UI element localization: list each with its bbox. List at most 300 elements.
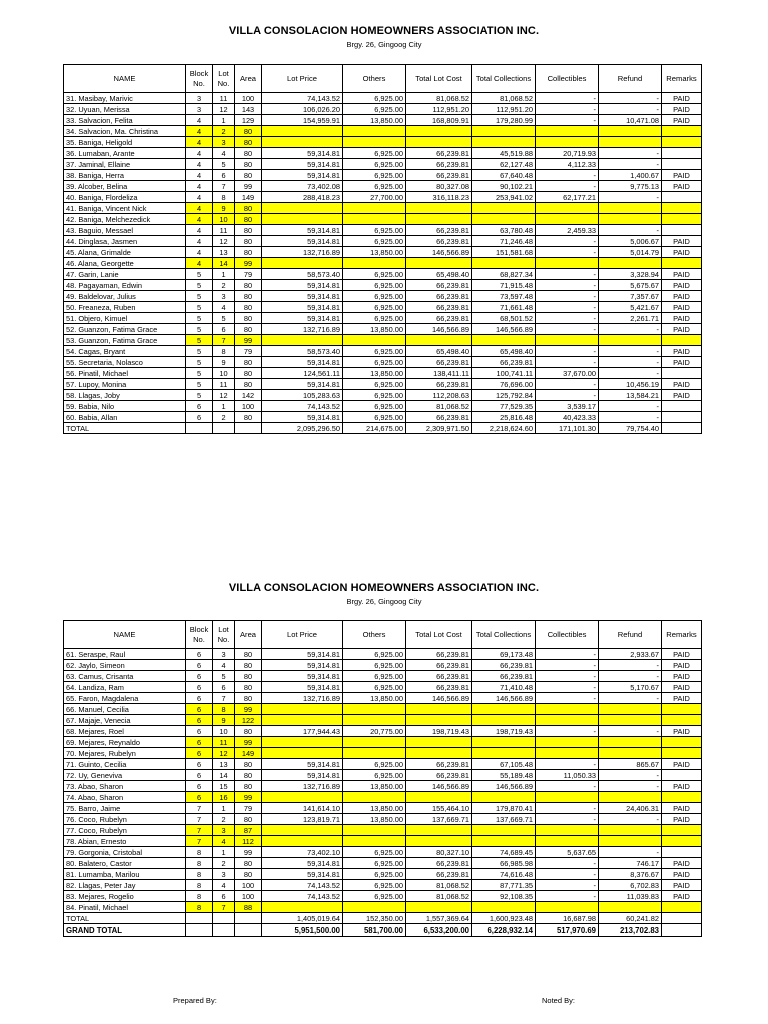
refund-cell: 11,039.83 [599,891,662,902]
owner-name-cell: 70. Mejares, Rubelyn [64,748,186,759]
collect-cell: - [536,280,599,291]
area-cell: 80 [235,280,262,291]
coll-cell: 67,105.48 [472,759,536,770]
area-cell: 149 [235,192,262,203]
others-cell [343,214,406,225]
block-cell: 6 [186,759,213,770]
lot-cell: 2 [213,814,235,825]
others-cell [343,704,406,715]
block-cell: 6 [186,671,213,682]
cost-cell: 66,239.81 [406,280,472,291]
price-cell: 59,314.81 [262,148,343,159]
table-row [64,291,702,302]
refund-cell: - [599,324,662,335]
remarks-cell: PAID [662,858,702,869]
block-cell: 5 [186,335,213,346]
lot-price-header: Lot Price [262,621,343,649]
block-cell: 3 [186,93,213,104]
owner-name-cell: 61. Seraspe, Raul [64,649,186,660]
owner-name-cell: 34. Salvacion, Ma. Christina [64,126,186,137]
area-cell: 100 [235,891,262,902]
cost-cell: 316,118.23 [406,192,472,203]
name-header: NAME [64,65,186,93]
price-total-cell: 1,405,019.64 [262,913,343,924]
area-cell: 100 [235,93,262,104]
owner-name-cell: 46. Alana, Georgette [64,258,186,269]
lot-cell: 4 [213,302,235,313]
table-row [64,346,702,357]
table-row [64,247,702,258]
remarks-cell [662,203,702,214]
remarks-cell: PAID [662,379,702,390]
price-cell: 59,314.81 [262,159,343,170]
others-cell: 6,925.00 [343,401,406,412]
area-cell: 99 [235,847,262,858]
refund-cell: - [599,159,662,170]
block-cell: 6 [186,737,213,748]
refund-cell: - [599,148,662,159]
coll-cell [472,258,536,269]
block-cell: 6 [186,693,213,704]
lot-cell: 11 [213,737,235,748]
refund-cell [599,335,662,346]
owner-name-cell: 72. Uy, Geneviva [64,770,186,781]
block-cell: 4 [186,203,213,214]
lot-cell: 10 [213,368,235,379]
others-cell: 6,925.00 [343,346,406,357]
table-row [64,280,702,291]
remarks-cell [662,137,702,148]
collect-cell: 3,539.17 [536,401,599,412]
price-cell [262,748,343,759]
block-cell: 4 [186,181,213,192]
lot-ledger-table-2 [63,620,702,937]
collect-total-cell: 171,101.30 [536,423,599,434]
price-cell [262,792,343,803]
coll-cell: 77,529.35 [472,401,536,412]
area-cell: 80 [235,814,262,825]
remarks-cell [662,225,702,236]
table-row [64,902,702,913]
remarks-cell [662,825,702,836]
cost-cell: 81,068.52 [406,891,472,902]
collect-cell: - [536,682,599,693]
lot-cell: 11 [213,93,235,104]
owner-name-cell: 42. Baniga, Melchezedick [64,214,186,225]
cost-cell: 198,719.43 [406,726,472,737]
lot-cell: 4 [213,660,235,671]
lot-cell: 9 [213,715,235,726]
collect-cell: - [536,269,599,280]
block-cell: 3 [186,104,213,115]
remarks-cell: PAID [662,302,702,313]
lot-header: Lot No. [213,65,235,93]
table-row [64,671,702,682]
lot-price-header: Lot Price [262,65,343,93]
coll-cell: 146,566.89 [472,781,536,792]
others-cell [343,902,406,913]
collect-cell: 11,050.33 [536,770,599,781]
price-cell [262,902,343,913]
refund-cell: 13,584.21 [599,390,662,401]
refund-cell: 7,357.67 [599,291,662,302]
cost-cell: 146,566.89 [406,781,472,792]
price-total-cell: 5,951,500.00 [262,924,343,937]
coll-cell: 66,239.81 [472,660,536,671]
remarks-cell: PAID [662,726,702,737]
block-cell: 7 [186,825,213,836]
owner-name-cell: 84. Pinatil, Michael [64,902,186,913]
owner-name-cell: 45. Alana, Grimalde [64,247,186,258]
collect-cell: - [536,759,599,770]
table-row [64,726,702,737]
empty-cell [186,924,213,937]
empty-cell [662,423,702,434]
block-cell: 6 [186,748,213,759]
others-cell: 13,850.00 [343,115,406,126]
others-cell: 6,925.00 [343,357,406,368]
owner-name-cell: 36. Lumaban, Arante [64,148,186,159]
price-cell: 59,314.81 [262,869,343,880]
coll-cell: 69,173.48 [472,649,536,660]
area-cell: 142 [235,390,262,401]
area-cell: 80 [235,368,262,379]
cost-cell [406,825,472,836]
block-cell: 4 [186,148,213,159]
table-row [64,159,702,170]
collect-cell: - [536,115,599,126]
block-cell: 8 [186,880,213,891]
table-row [64,737,702,748]
others-cell: 6,925.00 [343,682,406,693]
refund-cell: 9,775.13 [599,181,662,192]
refund-cell: 8,376.67 [599,869,662,880]
table-row [64,258,702,269]
owner-name-cell: 52. Guanzon, Fatima Grace [64,324,186,335]
refund-cell: - [599,346,662,357]
area-cell: 100 [235,880,262,891]
table-row [64,891,702,902]
coll-cell: 55,189.48 [472,770,536,781]
lot-cell: 6 [213,682,235,693]
refund-cell [599,258,662,269]
coll-cell: 125,792.84 [472,390,536,401]
others-cell: 20,775.00 [343,726,406,737]
collect-cell: - [536,313,599,324]
area-cell: 79 [235,346,262,357]
collect-cell [536,214,599,225]
cost-cell [406,258,472,269]
remarks-cell [662,335,702,346]
coll-cell: 65,498.40 [472,346,536,357]
block-cell: 5 [186,302,213,313]
collect-cell: - [536,803,599,814]
cost-total-cell: 2,309,971.50 [406,423,472,434]
price-cell: 59,314.81 [262,660,343,671]
refund-cell: 2,261.71 [599,313,662,324]
cost-cell: 66,239.81 [406,225,472,236]
collect-cell [536,137,599,148]
others-total-cell: 214,675.00 [343,423,406,434]
table-row [64,704,702,715]
cost-cell: 112,951.20 [406,104,472,115]
remarks-cell: PAID [662,104,702,115]
owner-name-cell: 65. Faron, Magdalena [64,693,186,704]
coll-total-cell: 2,218,624.60 [472,423,536,434]
block-cell: 8 [186,858,213,869]
price-cell: 58,573.40 [262,269,343,280]
refund-cell: - [599,671,662,682]
empty-cell [235,423,262,434]
area-cell: 79 [235,269,262,280]
block-cell: 6 [186,704,213,715]
coll-cell: 179,870.41 [472,803,536,814]
others-cell [343,792,406,803]
area-cell: 99 [235,181,262,192]
cost-cell [406,203,472,214]
cost-cell: 66,239.81 [406,313,472,324]
price-cell: 132,716.89 [262,781,343,792]
collect-cell: - [536,390,599,401]
block-cell: 4 [186,247,213,258]
price-cell: 59,314.81 [262,357,343,368]
lot-cell: 12 [213,236,235,247]
lot-cell: 5 [213,671,235,682]
others-cell: 6,925.00 [343,302,406,313]
others-cell: 13,850.00 [343,368,406,379]
owner-name-cell: 44. Dinglasa, Jasmen [64,236,186,247]
collect-cell [536,258,599,269]
refund-cell [599,737,662,748]
cost-total-cell: 1,557,369.64 [406,913,472,924]
refund-cell [599,825,662,836]
block-cell: 4 [186,137,213,148]
owner-name-cell: 79. Gorgonia, Cristobal [64,847,186,858]
owner-name-cell: 67. Majaje, Venecia [64,715,186,726]
others-cell: 6,925.00 [343,671,406,682]
remarks-cell [662,792,702,803]
area-cell: 80 [235,137,262,148]
area-cell: 87 [235,825,262,836]
others-cell: 6,925.00 [343,770,406,781]
price-cell: 59,314.81 [262,412,343,423]
collect-cell: 37,670.00 [536,368,599,379]
refund-total-cell: 60,241.82 [599,913,662,924]
name-header: NAME [64,621,186,649]
remarks-cell: PAID [662,390,702,401]
lot-cell: 2 [213,126,235,137]
price-cell: 106,026.20 [262,104,343,115]
prepared-by-label: Prepared By: [173,996,217,1005]
owner-name-cell: 55. Secretaria, Nolasco [64,357,186,368]
cost-cell: 66,239.81 [406,291,472,302]
price-cell: 132,716.89 [262,247,343,258]
coll-cell: 146,566.89 [472,324,536,335]
remarks-cell [662,401,702,412]
cost-cell: 65,498.40 [406,346,472,357]
block-cell: 5 [186,390,213,401]
owner-name-cell: 41. Baniga, Vincent Nick [64,203,186,214]
table-row [64,825,702,836]
others-cell: 6,925.00 [343,880,406,891]
block-cell: 4 [186,214,213,225]
price-cell: 59,314.81 [262,770,343,781]
block-cell: 8 [186,869,213,880]
refund-cell [599,203,662,214]
empty-cell [662,913,702,924]
table-row [64,858,702,869]
cost-cell: 66,239.81 [406,671,472,682]
cost-cell: 66,239.81 [406,159,472,170]
lot-cell: 4 [213,880,235,891]
owner-name-cell: 81. Lumamba, Marilou [64,869,186,880]
others-cell [343,836,406,847]
refund-cell: - [599,660,662,671]
collect-cell [536,825,599,836]
lot-cell: 1 [213,269,235,280]
collect-cell: - [536,726,599,737]
collect-cell [536,203,599,214]
others-total-cell: 581,700.00 [343,924,406,937]
collectibles-header: Collectibles [536,621,599,649]
block-cell: 6 [186,726,213,737]
price-cell: 59,314.81 [262,313,343,324]
collect-cell: - [536,181,599,192]
cost-cell: 66,239.81 [406,379,472,390]
remarks-cell [662,770,702,781]
collect-cell: - [536,379,599,390]
total-lot-cost-header: Total Lot Cost [406,621,472,649]
block-cell: 5 [186,368,213,379]
refund-cell: 5,675.67 [599,280,662,291]
others-cell: 6,925.00 [343,858,406,869]
area-cell: 80 [235,682,262,693]
block-cell: 6 [186,412,213,423]
price-cell [262,335,343,346]
owner-name-cell: 59. Babia, Nilo [64,401,186,412]
cost-cell: 66,239.81 [406,148,472,159]
table-row [64,880,702,891]
remarks-cell: PAID [662,803,702,814]
lot-cell: 8 [213,192,235,203]
remarks-header: Remarks [662,65,702,93]
others-cell [343,825,406,836]
cost-cell: 66,239.81 [406,357,472,368]
area-cell: 99 [235,792,262,803]
remarks-cell: PAID [662,869,702,880]
block-cell: 8 [186,891,213,902]
table-row [64,115,702,126]
others-cell [343,126,406,137]
table-row [64,148,702,159]
coll-cell: 68,501.52 [472,313,536,324]
coll-total-cell: 6,228,932.14 [472,924,536,937]
coll-cell [472,214,536,225]
collect-cell: - [536,693,599,704]
price-cell [262,137,343,148]
empty-cell [235,924,262,937]
lot-cell: 9 [213,203,235,214]
refund-cell: - [599,781,662,792]
price-cell [262,203,343,214]
block-cell: 8 [186,847,213,858]
cost-cell: 66,239.81 [406,170,472,181]
address-subtitle: Brgy. 26, Gingoog City [346,597,422,606]
others-cell: 6,925.00 [343,891,406,902]
owner-name-cell: 78. Abian, Ernesto [64,836,186,847]
refund-cell: 3,328.94 [599,269,662,280]
cost-cell: 168,809.91 [406,115,472,126]
collectibles-header: Collectibles [536,65,599,93]
price-cell: 132,716.89 [262,324,343,335]
area-cell: 80 [235,660,262,671]
table-row [64,792,702,803]
owner-name-cell: 68. Mejares, Roel [64,726,186,737]
area-cell: 143 [235,104,262,115]
collect-cell: 5,637.65 [536,847,599,858]
area-cell: 100 [235,401,262,412]
refund-total-cell: 213,702.83 [599,924,662,937]
remarks-cell [662,126,702,137]
area-cell: 80 [235,324,262,335]
others-cell: 13,850.00 [343,781,406,792]
table-row [64,814,702,825]
others-cell: 6,925.00 [343,759,406,770]
refund-cell [599,214,662,225]
lot-cell: 4 [213,148,235,159]
others-header: Others [343,621,406,649]
lot-cell: 8 [213,704,235,715]
cost-cell [406,137,472,148]
table-row [64,803,702,814]
area-cell: 79 [235,803,262,814]
others-cell: 6,925.00 [343,269,406,280]
remarks-cell: PAID [662,891,702,902]
page-header-1 [0,25,768,49]
coll-cell: 73,597.48 [472,291,536,302]
area-cell: 80 [235,357,262,368]
area-cell: 80 [235,770,262,781]
others-cell: 6,925.00 [343,660,406,671]
refund-cell: - [599,847,662,858]
remarks-cell [662,159,702,170]
area-cell: 80 [235,291,262,302]
coll-cell [472,137,536,148]
remarks-cell [662,715,702,726]
block-cell: 6 [186,792,213,803]
price-cell: 59,314.81 [262,302,343,313]
cost-cell [406,737,472,748]
area-cell: 129 [235,115,262,126]
owner-name-cell: 64. Landiza, Ram [64,682,186,693]
owner-name-cell: 40. Baniga, Flordeliza [64,192,186,203]
others-cell: 27,700.00 [343,192,406,203]
others-cell: 6,925.00 [343,649,406,660]
table-row [64,324,702,335]
refund-cell [599,748,662,759]
area-cell: 80 [235,781,262,792]
cost-cell [406,704,472,715]
cost-cell: 66,239.81 [406,236,472,247]
table-row [64,693,702,704]
collect-cell: - [536,93,599,104]
remarks-cell: PAID [662,181,702,192]
cost-cell: 81,068.52 [406,401,472,412]
owner-name-cell: 60. Babia, Allan [64,412,186,423]
block-cell: 6 [186,715,213,726]
collect-cell: - [536,869,599,880]
lot-cell: 7 [213,335,235,346]
